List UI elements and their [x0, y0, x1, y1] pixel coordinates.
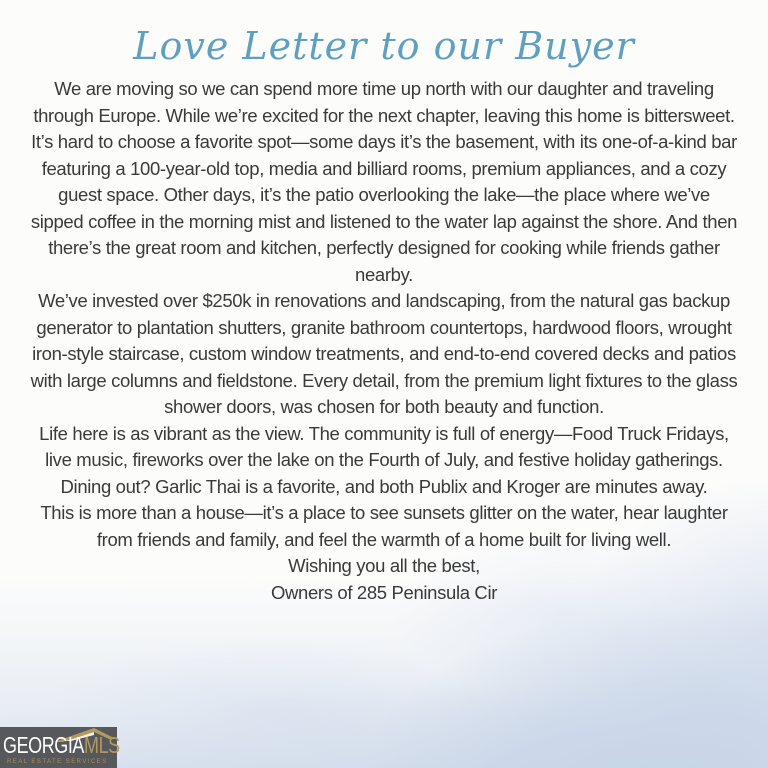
logo-tagline: REAL ESTATE SERVICES [7, 758, 108, 765]
logo-wordmark [3, 734, 120, 756]
letter-paragraph-4: Life here is as vibrant as the view. The community is full of energy—Food Truck Fridays, live music, fireworks over the lake on the Fourth of July, and festive holiday gatherings. Dining out? Garlic Thai is a favorite, and both Publix and Kroger are minutes away. [39, 422, 729, 497]
letter-signature: Owners of 285 Peninsula Cir [270, 581, 498, 603]
letter-body [0, 76, 768, 606]
letter-paragraph-2: It’s hard to choose a favorite spot—some days it’s the basement, with its one-of-a-kind bar featuring a 100-year-old top, media and billiard rooms, premium appliances, and a cozy guest space. Other days, it’s the patio overlooking the lake—the place where we’ve sipped coffee in the morning mist and listened to the water lap against the shore. And then there’s the great room and kitchen, perfectly designed for cooking while friends gather nearby. [30, 131, 738, 285]
georgia-mls-logo [0, 727, 120, 768]
letter-paragraph-3: We’ve invested over $250k in renovations and landscaping, from the natural gas backup generator to plantation shutters, granite bathroom countertops, hardwood floors, wrought iron-style staircase, custom window treatments, and end-to-end covered decks and patios with large columns and fieldstone. Every detail, from the premium light fixtures to the glass shower doors, was chosen for both beauty and function. [30, 290, 738, 417]
page-title: Love Letter to our Buyer [133, 24, 635, 68]
letter-closing: Wishing you all the best, [288, 555, 480, 576]
logo-text-mls: MLS [84, 732, 120, 758]
logo-text-georgia: GEORGIA [3, 732, 85, 758]
letter-paragraph-1: We are moving so we can spend more time up north with our daughter and traveling through Europe. While we’re excited for the next chapter, leaving this home is bittersweet. [33, 78, 735, 126]
letter-paragraph-5: This is more than a house—it’s a place to see sunsets glitter on the water, hear laughter from friends and family, and feel the warmth of a home built for living well. [40, 502, 728, 550]
